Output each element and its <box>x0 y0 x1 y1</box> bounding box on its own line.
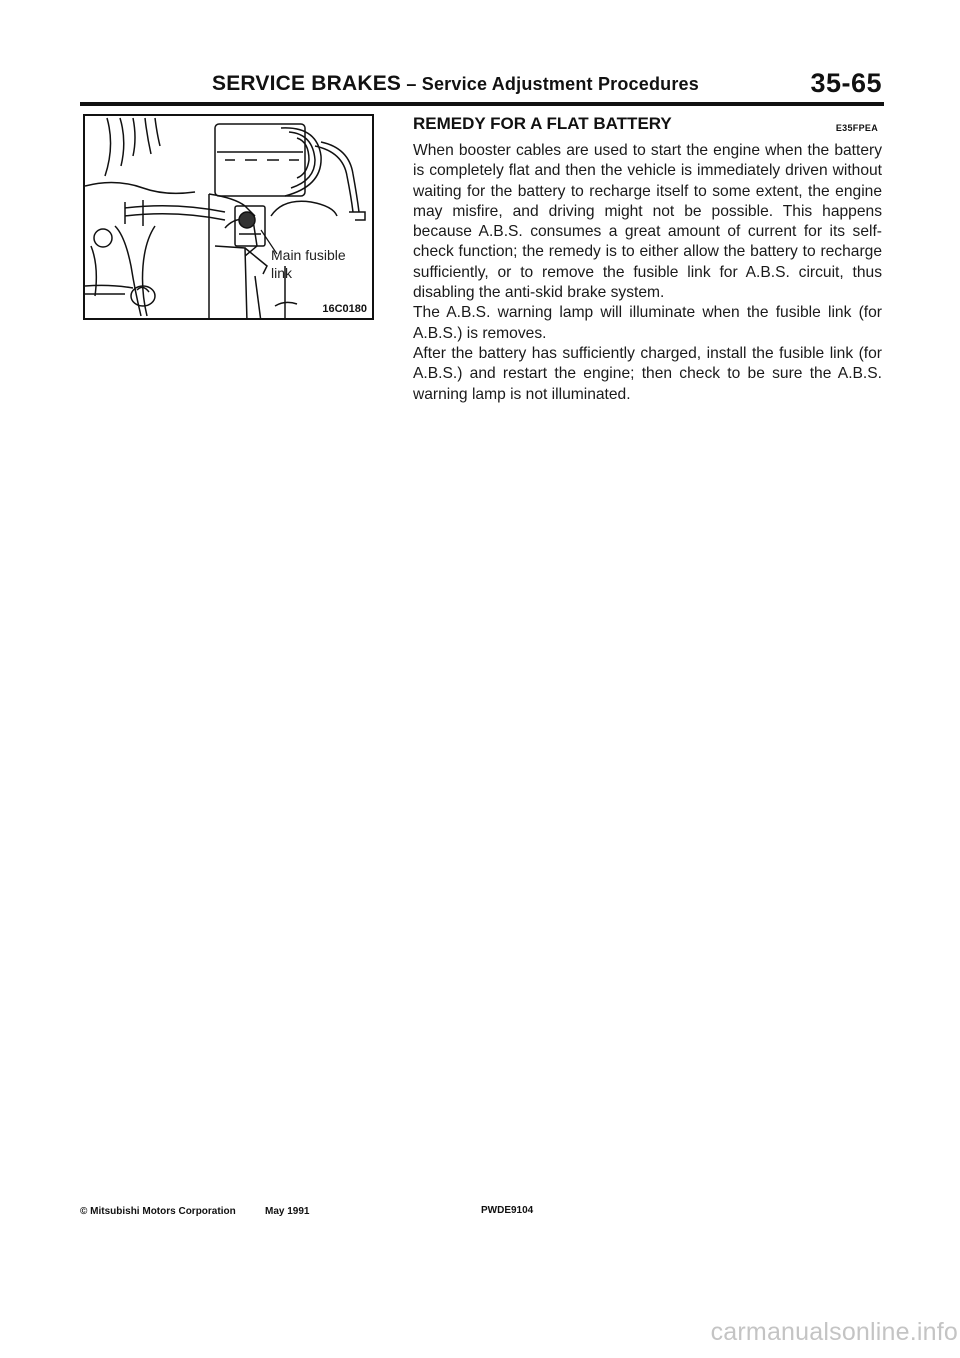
section-code: E35FPEA <box>835 123 878 133</box>
engine-bay-drawing <box>85 116 374 320</box>
header-section: SERVICE BRAKES <box>212 72 402 95</box>
callout-line-2: link <box>271 265 293 281</box>
figure-callout-label <box>271 246 346 282</box>
callout-line-1: Main fusible <box>271 247 346 263</box>
remedy-section <box>413 113 882 405</box>
page-number: 35-65 <box>810 68 882 98</box>
header-subsection: Service Adjustment Procedures <box>421 74 699 94</box>
section-title-text: REMEDY FOR A FLAT BATTERY <box>413 114 672 133</box>
paragraph: When booster cables are used to start the engine when the battery is completely flat and then the vehicle is immediately driven without waiting for the battery to recharge itself to some extent, the engine may misfire, and driving might not be possible. This happens because A.B.S. consumes a great amount of current for its self-check function; the remedy is to either allow the battery to recharge sufficiently, or to remove the fusible link for A.B.S. circuit, thus disabling the anti-skid brake system. <box>413 142 882 302</box>
header-dash: – <box>401 74 422 94</box>
header-title <box>212 72 699 96</box>
paragraph: After the battery has sufficiently charged, install the fusible link (for A.B.S.) and restart the engine; then check to be sure the A.B.S. warning lamp is not illuminated. <box>413 344 882 403</box>
watermark-link[interactable]: carmanualsonline.info <box>710 1318 958 1346</box>
paragraph: The A.B.S. warning lamp will illuminate when the fusible link (for A.B.S.) is removes. <box>413 304 882 342</box>
footer-copyright: © Mitsubishi Motors Corporation <box>80 1206 236 1217</box>
page-header <box>80 70 884 106</box>
figure-code: 16C0180 <box>322 303 367 315</box>
section-title <box>413 113 882 141</box>
footer-code: PWDE9104 <box>481 1205 534 1216</box>
fusible-link-illustration <box>83 114 374 320</box>
footer-date: May 1991 <box>265 1206 310 1217</box>
